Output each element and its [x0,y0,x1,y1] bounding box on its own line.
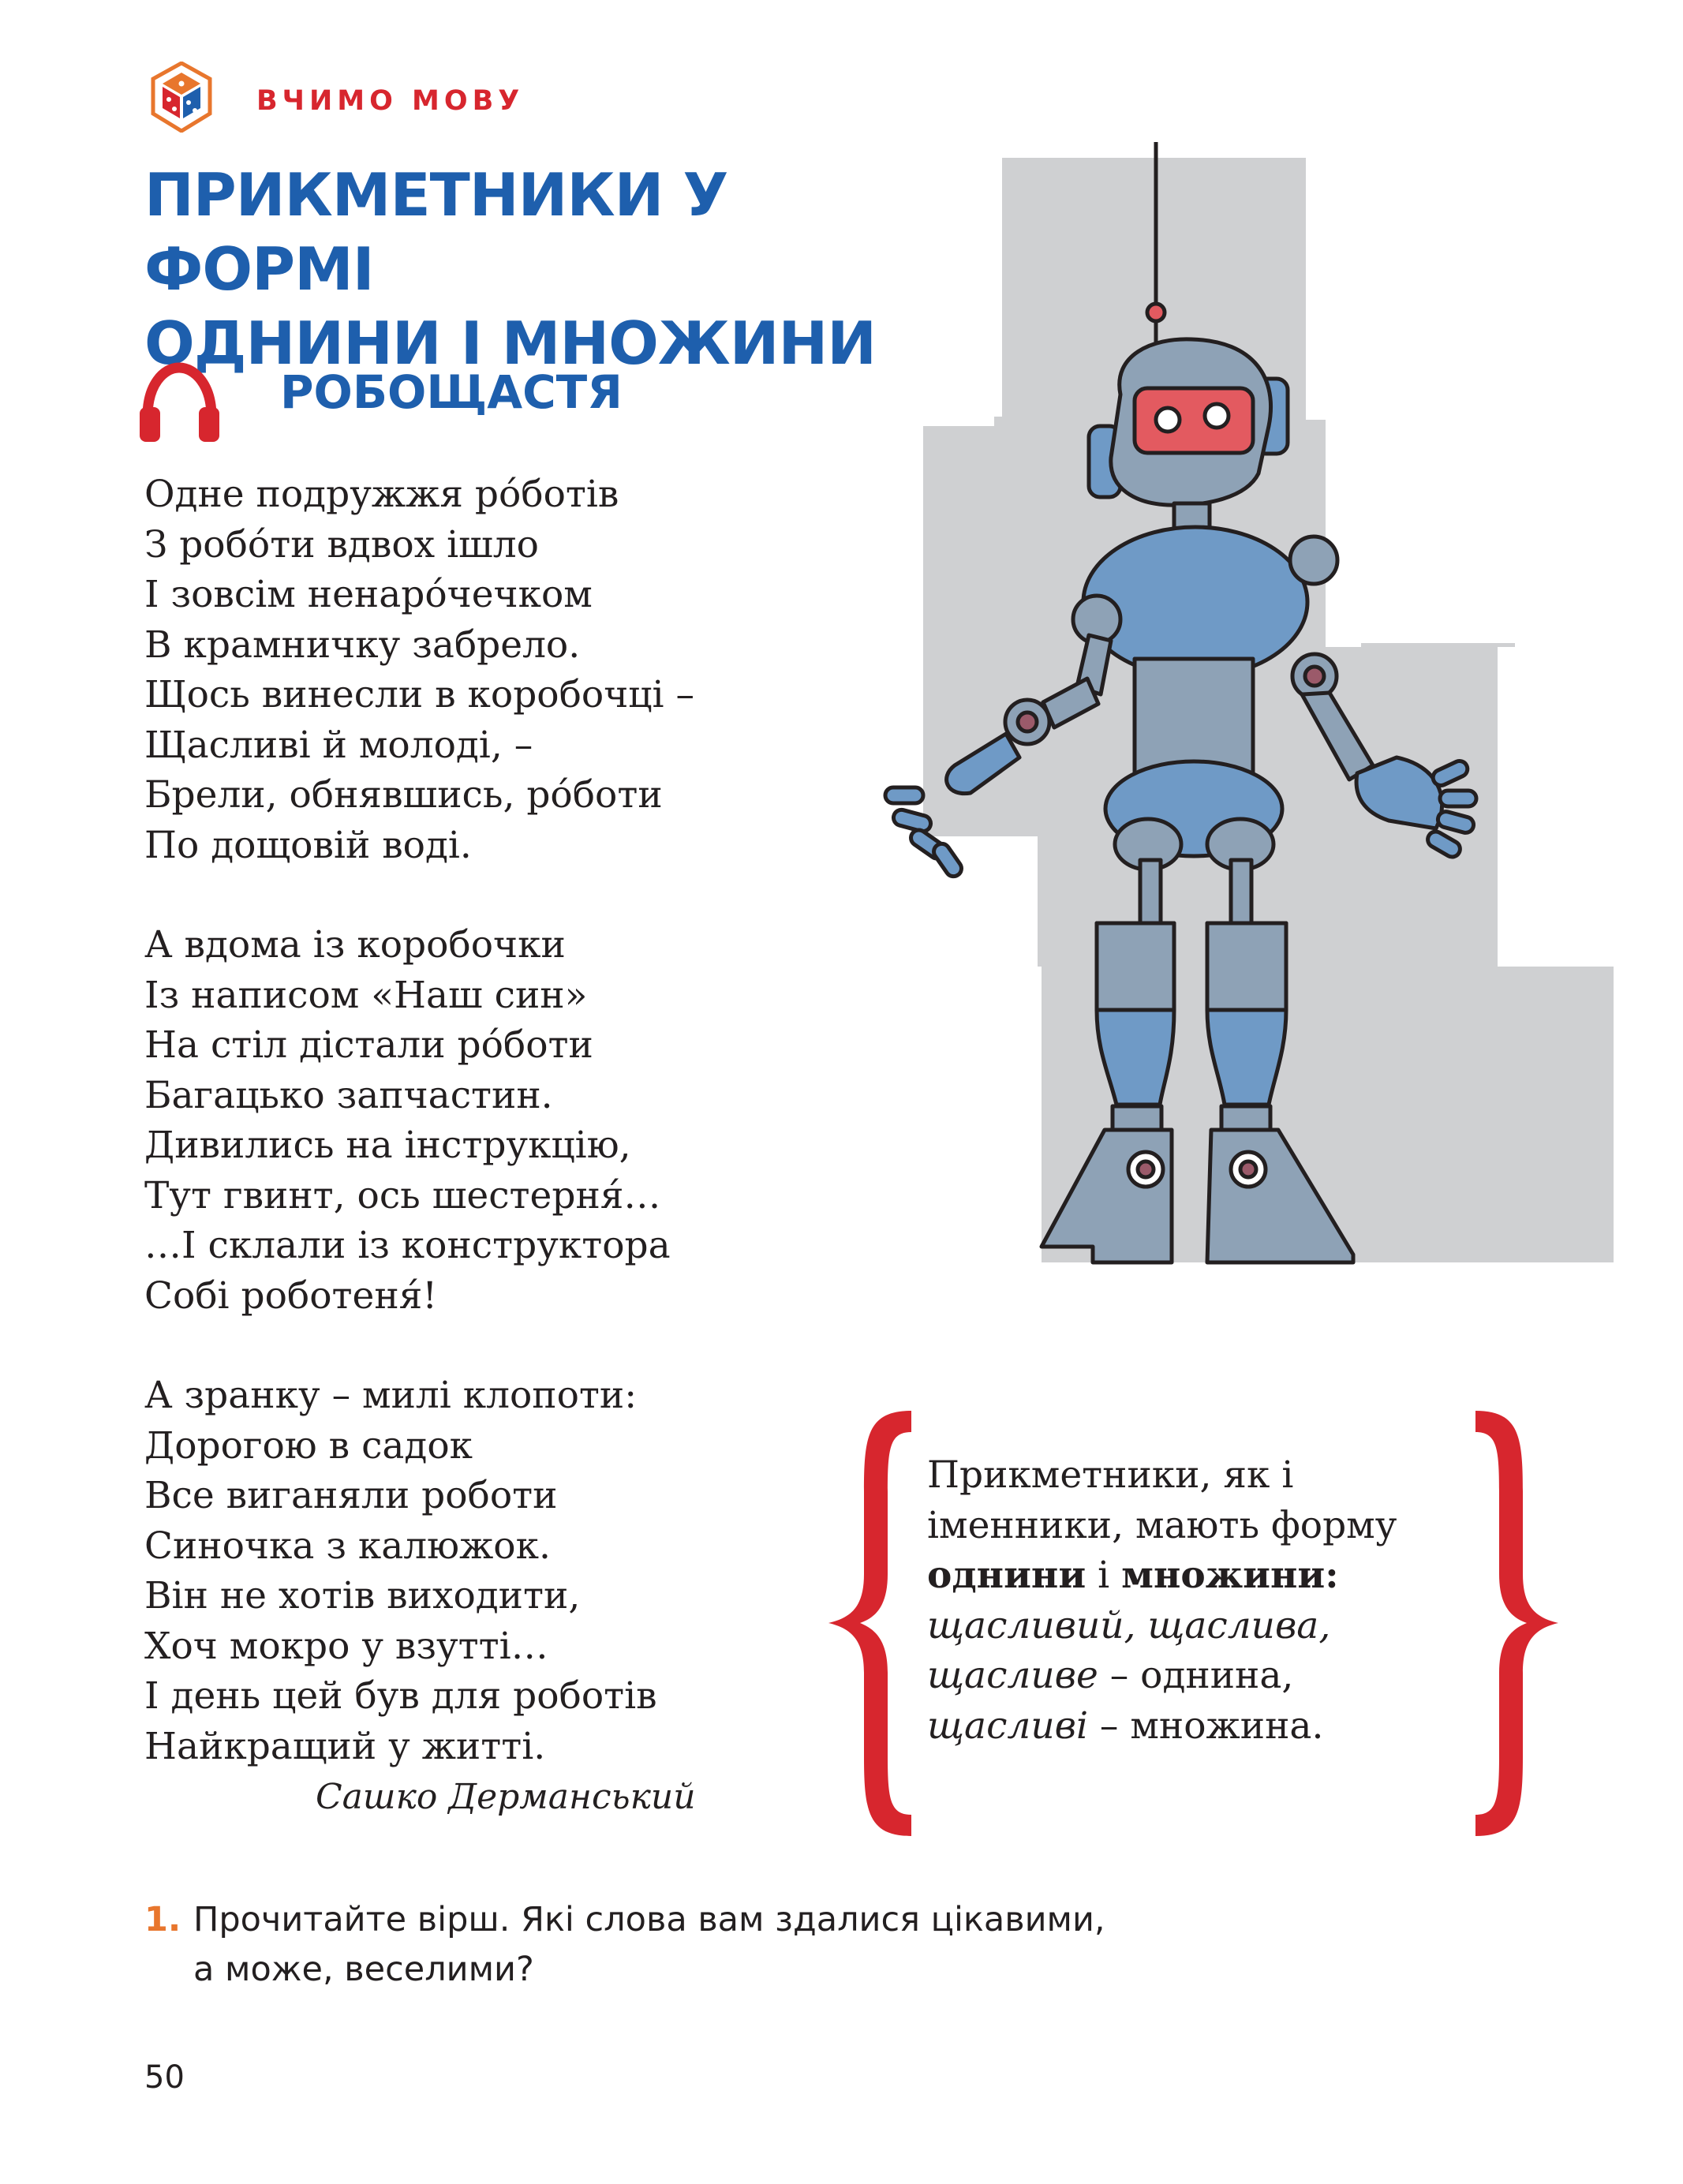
rule-example-2-note: – однина, [1098,1654,1294,1697]
poem-line: Щасливі й молоді, – [144,723,533,767]
poem-line: А вдома із коробочки [144,923,566,967]
page-title-line-2: ОДНИНИ І МНОЖИНИ [144,309,877,378]
poem [144,469,839,1821]
rule-text [927,1450,1495,1751]
right-brace-icon [1456,1404,1566,1842]
task-number: 1. [144,1900,181,1939]
dice-cube-icon [150,62,213,133]
rule-and-word: і [1086,1554,1122,1597]
headphones-icon[interactable] [138,361,221,444]
poem-line: Брели, обнявшись, ро́боти [144,773,663,817]
rule-line-3 [927,1550,1495,1601]
poem-line: Найкращий у житті. [144,1724,546,1768]
poem-line: З робо́ти вдвох ішло [144,522,539,567]
poem-line: І день цей був для роботів [144,1674,657,1718]
task-text [193,1895,1105,1995]
poem-stanza-2 [144,920,839,1321]
poem-line: А зранку – милі клопоти: [144,1374,638,1417]
rule-plural-word: множини [1121,1554,1326,1597]
poem-line: Дорогою в садок [144,1423,473,1468]
poem-line: Собі роботеня́! [144,1273,438,1318]
poem-line: Хоч мокро у взутті… [144,1624,548,1668]
rule-box [821,1404,1566,1842]
poem-line: Все виганяли роботи [144,1474,558,1517]
rule-example-2: щасливе [927,1654,1098,1697]
section-label: ВЧИМО МОВУ [256,85,525,117]
poem-line: Синочка з калюжок. [144,1524,551,1568]
poem-line: …І склали із конструктора [144,1224,671,1267]
rule-line-6 [927,1701,1495,1752]
rule-line-4 [927,1601,1495,1651]
poem-author: Сашко Дерманський [316,1777,696,1817]
poem-line: Дивились на інструкцію, [144,1124,631,1167]
rule-colon: : [1325,1554,1339,1597]
poem-line: В крамничку забрело. [144,623,581,667]
task-line-1: Прочитайте вірш. Які слова вам здалися цікавими, [193,1900,1105,1939]
poem-line: Багацько запчастин. [144,1073,553,1117]
poem-line: І зовсім ненаро́чечком [144,573,593,616]
rule-line-1: Прикметники, як і [927,1453,1294,1497]
robot-illustration [836,142,1625,1278]
poem-stanza-3 [144,1371,839,1771]
poem-line: Одне подружжя ро́ботів [144,473,619,516]
section-header [150,62,702,140]
poem-line: Щось винесли в коробочці – [144,673,694,716]
poem-line: Тут гвинт, ось шестерня́… [144,1173,661,1217]
poem-line: По дощовій воді. [144,823,472,867]
poem-line: Він не хотів виходити, [144,1574,581,1617]
task-line-2: а може, веселими? [193,1950,534,1989]
page-title-line-1: ПРИКМЕТНИКИ У ФОРМІ [144,160,728,304]
rule-example-3-note: – множина. [1087,1703,1324,1748]
page-number: 50 [144,2059,185,2096]
rule-example-1: щасливий, щаслива, [927,1603,1331,1647]
rule-line-5 [927,1651,1495,1701]
rule-line-2: іменники, мають форму [927,1503,1397,1547]
poem-title: РОБОЩАСТЯ [280,365,623,419]
poem-stanza-1 [144,469,839,870]
poem-line: Із написом «Наш син» [144,973,588,1017]
poem-line: На стіл дістали ро́боти [144,1023,593,1067]
rule-singular-word: однини [927,1554,1086,1597]
left-brace-icon [821,1404,931,1842]
rule-example-3: щасливі [927,1703,1088,1748]
